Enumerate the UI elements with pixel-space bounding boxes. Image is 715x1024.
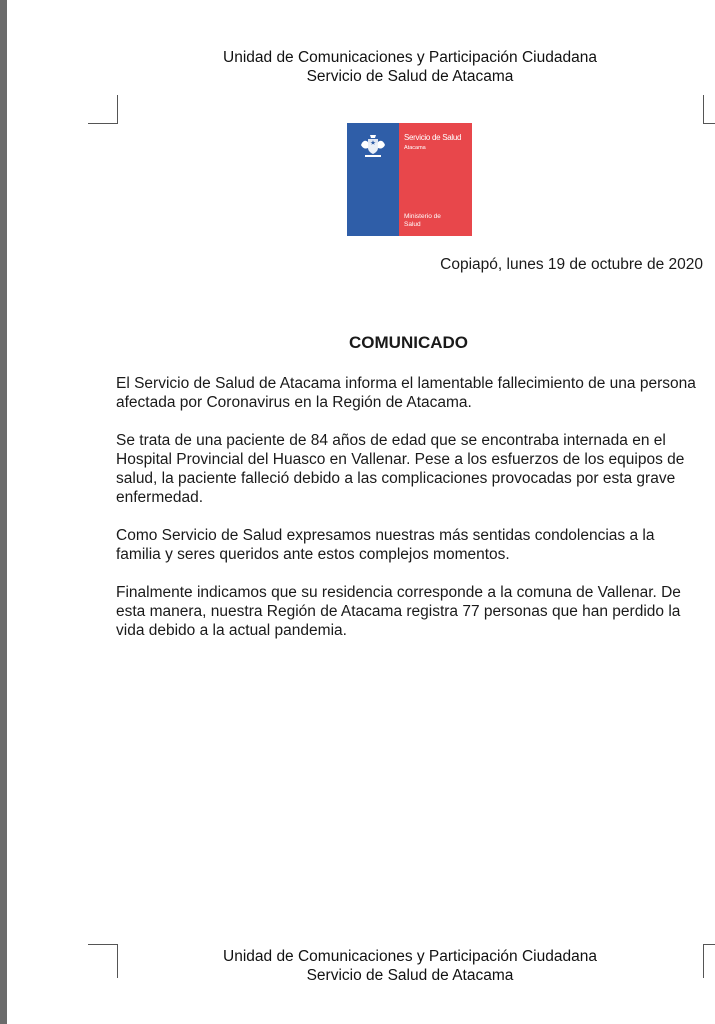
coat-of-arms-icon <box>357 133 389 159</box>
footer-service-line: Servicio de Salud de Atacama <box>306 967 514 984</box>
logo-red-panel <box>399 123 472 236</box>
page-header <box>0 48 715 86</box>
logo-brand-subtext: Atacama <box>404 145 426 151</box>
crop-mark-top-left <box>88 95 118 124</box>
body-paragraph: El Servicio de Salud de Atacama informa el lamentable fallecimiento de una persona afectada por Coronavirus en la Región de Atacama. <box>116 375 696 411</box>
document-title: COMUNICADO <box>349 333 468 352</box>
page-footer <box>0 947 715 985</box>
crop-mark-top-right <box>703 95 715 124</box>
logo-ministry-text <box>404 213 441 229</box>
document-body <box>116 374 696 659</box>
logo-brand-text: Servicio de Salud <box>404 133 462 142</box>
logo-ministry-line1: Ministerio de <box>404 213 441 220</box>
logo-ministry-line2: Salud <box>404 221 421 228</box>
servicio-salud-logo <box>347 123 472 236</box>
header-unit-line: Unidad de Comunicaciones y Participación Ciudadana <box>223 49 597 66</box>
footer-unit-line: Unidad de Comunicaciones y Participación Ciudadana <box>223 948 597 965</box>
body-paragraph: Se trata de una paciente de 84 años de edad que se encontraba internada en el Hospital Provincial del Huasco en Vallenar. Pese a los esfuerzos de los equipos de salud, la paciente falleció debido a las complicaciones provocadas por esta grave enfermedad. <box>116 432 685 506</box>
body-paragraph: Como Servicio de Salud expresamos nuestras más sentidas condolencias a la familia y seres queridos ante estos complejos momentos. <box>116 527 655 563</box>
page-edge <box>0 0 7 1024</box>
document-date: Copiapó, lunes 19 de octubre de 2020 <box>440 256 703 273</box>
body-paragraph: Finalmente indicamos que su residencia corresponde a la comuna de Vallenar. De esta manera, nuestra Región de Atacama registra 77 personas que han perdido la vida debido a la actual pandemia. <box>116 584 681 639</box>
logo-blue-panel <box>347 123 399 236</box>
header-service-line: Servicio de Salud de Atacama <box>306 68 514 85</box>
